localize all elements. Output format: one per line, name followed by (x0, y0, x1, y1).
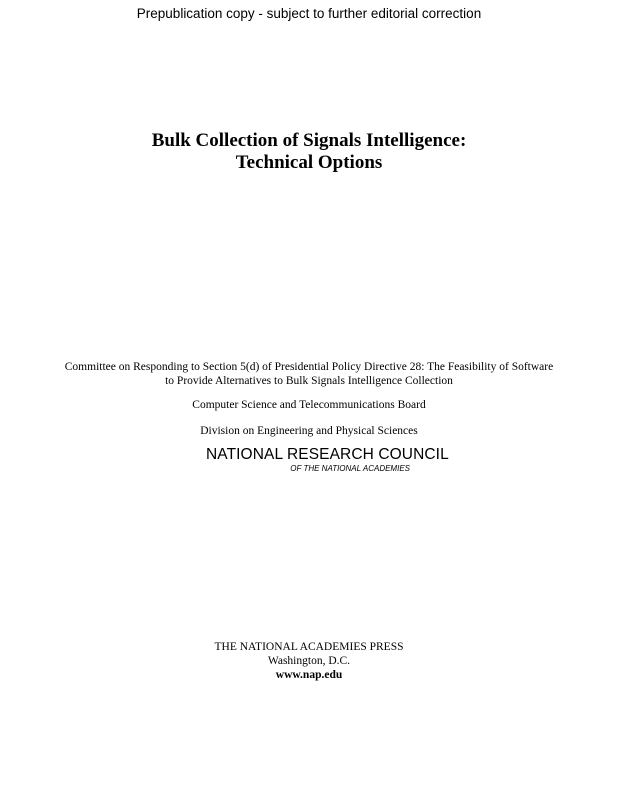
nrc-logo-subtext: OF THE NATIONAL ACADEMIES (290, 464, 410, 473)
publisher-location: Washington, D.C. (267, 655, 351, 667)
document-title (0, 130, 618, 174)
board-name: Computer Science and Telecommunications Board (192, 399, 426, 411)
title-line-2: Technical Options (235, 152, 383, 173)
title-line-1: Bulk Collection of Signals Intelligence: (151, 130, 467, 151)
publisher-url: www.nap.edu (275, 669, 343, 681)
prepublication-notice: Prepublication copy - subject to further editorial correction (136, 6, 482, 21)
publisher-block (0, 640, 618, 682)
publisher-name: THE NATIONAL ACADEMIES PRESS (214, 641, 404, 653)
committee-line-1: Committee on Responding to Section 5(d) of Presidential Policy Directive 28: The Feasibility of Software (64, 361, 554, 373)
nrc-logo (206, 446, 449, 474)
committee-name (40, 360, 578, 388)
committee-line-2: to Provide Alternatives to Bulk Signals Intelligence Collection (165, 375, 453, 387)
nrc-logo-main-text: NATIONAL RESEARCH COUNCIL (206, 446, 449, 463)
division-name: Division on Engineering and Physical Sciences (200, 425, 418, 437)
